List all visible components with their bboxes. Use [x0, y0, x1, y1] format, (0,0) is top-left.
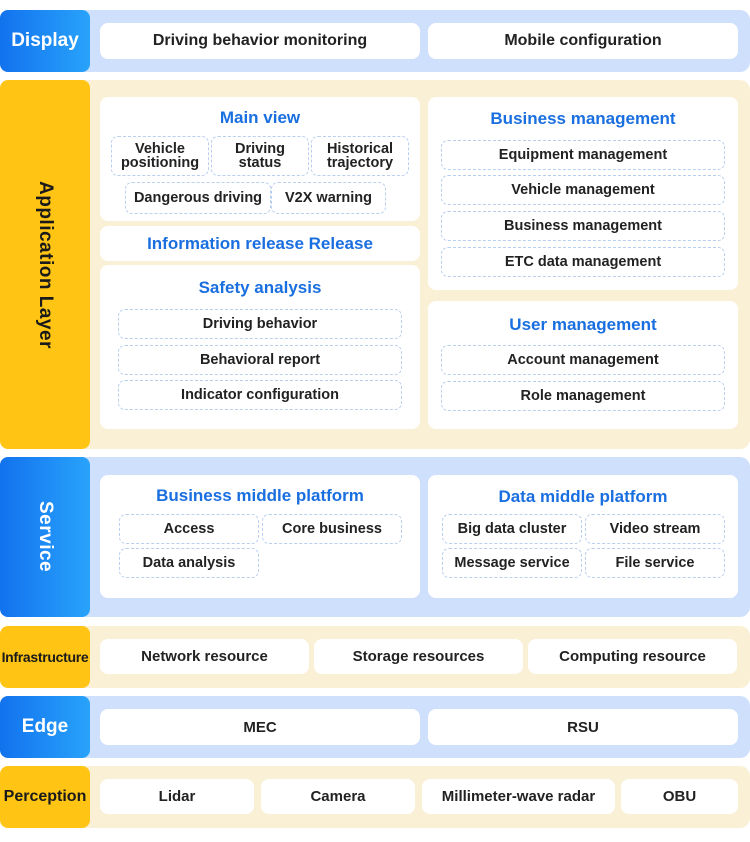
access-item: Access [119, 514, 259, 544]
driving-status-item: Driving status [211, 136, 309, 176]
business-management-item: Business management [441, 211, 725, 241]
dangerous-driving-item: Dangerous driving [125, 182, 271, 214]
business-middle-platform-panel [100, 475, 420, 598]
driving-behavior-monitoring-box: Driving behavior monitoring [100, 23, 420, 59]
equipment-management-item: Equipment management [441, 140, 725, 170]
perception-layer-label: Perception [0, 766, 90, 828]
behavioral-report-item: Behavioral report [118, 345, 402, 375]
data-analysis-item: Data analysis [119, 548, 259, 578]
main-view-panel [100, 97, 420, 221]
service-layer-label [0, 457, 90, 617]
service-layer-label-text: Service [35, 501, 56, 573]
business-management-panel [428, 97, 738, 290]
account-management-item: Account management [441, 345, 725, 375]
mobile-configuration-box: Mobile configuration [428, 23, 738, 59]
network-resource-box: Network resource [100, 639, 309, 674]
application-layer-label [0, 80, 90, 449]
camera-box: Camera [261, 779, 415, 814]
v2x-warning-item: V2X warning [271, 182, 386, 214]
file-service-item: File service [585, 548, 725, 578]
main-view-title: Main view [219, 108, 301, 127]
safety-analysis-panel [100, 265, 420, 429]
edge-layer-label: Edge [0, 696, 90, 758]
lidar-box: Lidar [100, 779, 254, 814]
vehicle-management-item: Vehicle management [441, 175, 725, 205]
data-middle-platform-panel [428, 475, 738, 598]
millimeter-wave-radar-box: Millimeter-wave radar [422, 779, 615, 814]
historical-trajectory-item: Historical trajectory [311, 136, 409, 176]
business-middle-platform-title: Business middle platform [156, 486, 364, 505]
user-management-panel [428, 301, 738, 429]
information-release-title: Information release Release [147, 234, 373, 253]
safety-analysis-title: Safety analysis [198, 278, 322, 297]
application-layer-label-text: Application Layer [35, 180, 56, 349]
business-management-title: Business management [490, 109, 676, 128]
user-management-title: User management [509, 315, 657, 334]
infrastructure-layer-label: Infrastructure [0, 626, 90, 688]
rsu-box: RSU [428, 709, 738, 745]
obu-box: OBU [621, 779, 738, 814]
etc-data-management-item: ETC data management [441, 247, 725, 277]
vehicle-positioning-item: Vehicle positioning [111, 136, 209, 176]
core-business-item: Core business [262, 514, 402, 544]
role-management-item: Role management [441, 381, 725, 411]
display-layer-label: Display [0, 10, 90, 72]
storage-resources-box: Storage resources [314, 639, 523, 674]
message-service-item: Message service [442, 548, 582, 578]
video-stream-item: Video stream [585, 514, 725, 544]
mec-box: MEC [100, 709, 420, 745]
information-release-panel [100, 226, 420, 261]
data-middle-platform-title: Data middle platform [498, 487, 668, 506]
computing-resource-box: Computing resource [528, 639, 737, 674]
indicator-configuration-item: Indicator configuration [118, 380, 402, 410]
driving-behavior-item: Driving behavior [118, 309, 402, 339]
big-data-cluster-item: Big data cluster [442, 514, 582, 544]
